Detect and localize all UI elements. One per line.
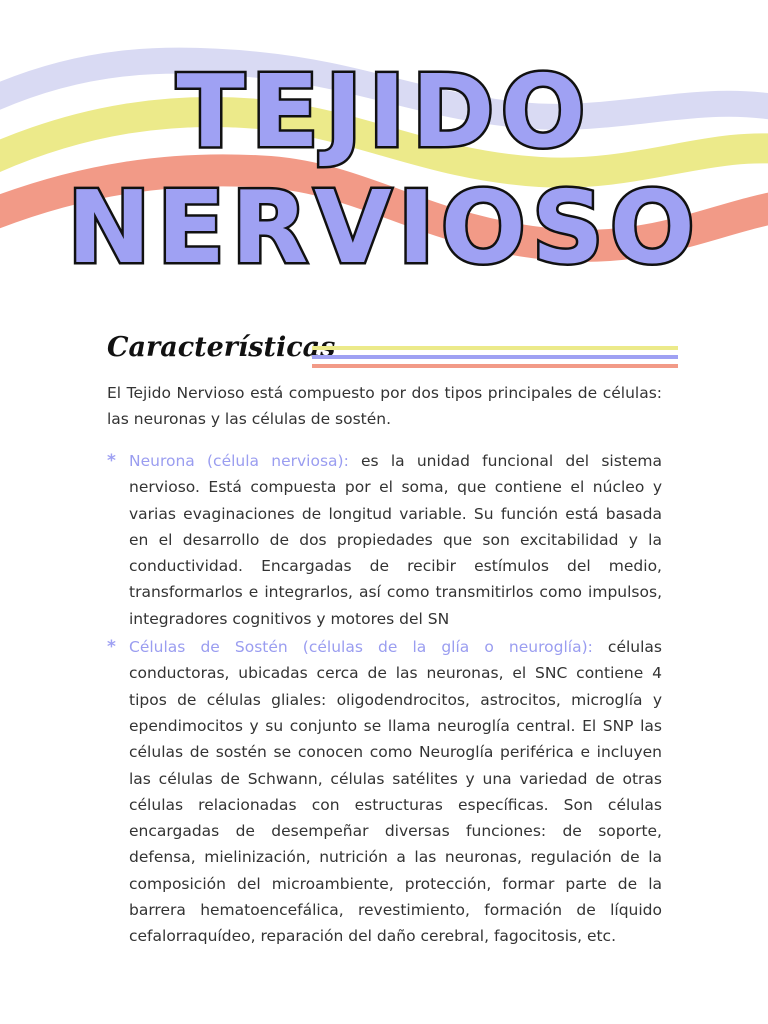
bullet-term: Neurona (célula nerviosa): [129,452,349,470]
title-line-1: TEJIDO [176,53,592,170]
asterisk-icon: * [107,451,116,471]
section-title-underline [312,345,682,373]
bullet-text: células conductoras, ubicadas cerca de las neuronas, el SNC contiene 4 tipos de células gliales: oligodendrocitos, astrocitos, microglía y ependimocitos y su conjunto se llama neuroglía central. El SNP las células de sostén se conocen como Neuroglía periférica e incluyen las células de Schwann, células satélites y una variedad de otras células relacionadas con estructuras específicas. Son células encargadas de desempeñar diversas funciones: de soporte, defensa, mielinización, nutrición a las neuronas, regulación de la composición del microambiente, protección, formar parte de la barrera hematoencefálica, revestimiento, formación de líquido cefalorraquídeo, reparación del daño cerebral, fagocitosis, etc. [129,638,662,946]
bullet-list [107,448,662,952]
bullet-term: Células de Sostén (células de la glía o neuroglía): [129,638,593,657]
section-title: Características [107,332,336,363]
bullet-item-neurona [107,448,662,632]
intro-paragraph: El Tejido Nervioso está compuesto por dos tipos principales de células: las neuronas y las células de sostén. [107,384,662,428]
bullet-item-sosten [107,634,662,950]
bullet-text: es la unidad funcional del sistema nervioso. Está compuesta por el soma, que contiene el núcleo y varias evaginaciones de longitud variable. Su función está basada en el desarrollo de dos propiedades que son excitabilidad y la conductividad. Encargadas de recibir estímulos del medio, transformarlos e integrarlos, así como transmitirlos como impulsos, integradores cognitivos y motores del SN [129,452,662,628]
asterisk-icon: * [107,637,116,658]
title-line-2: NERVIOSO [67,169,701,286]
